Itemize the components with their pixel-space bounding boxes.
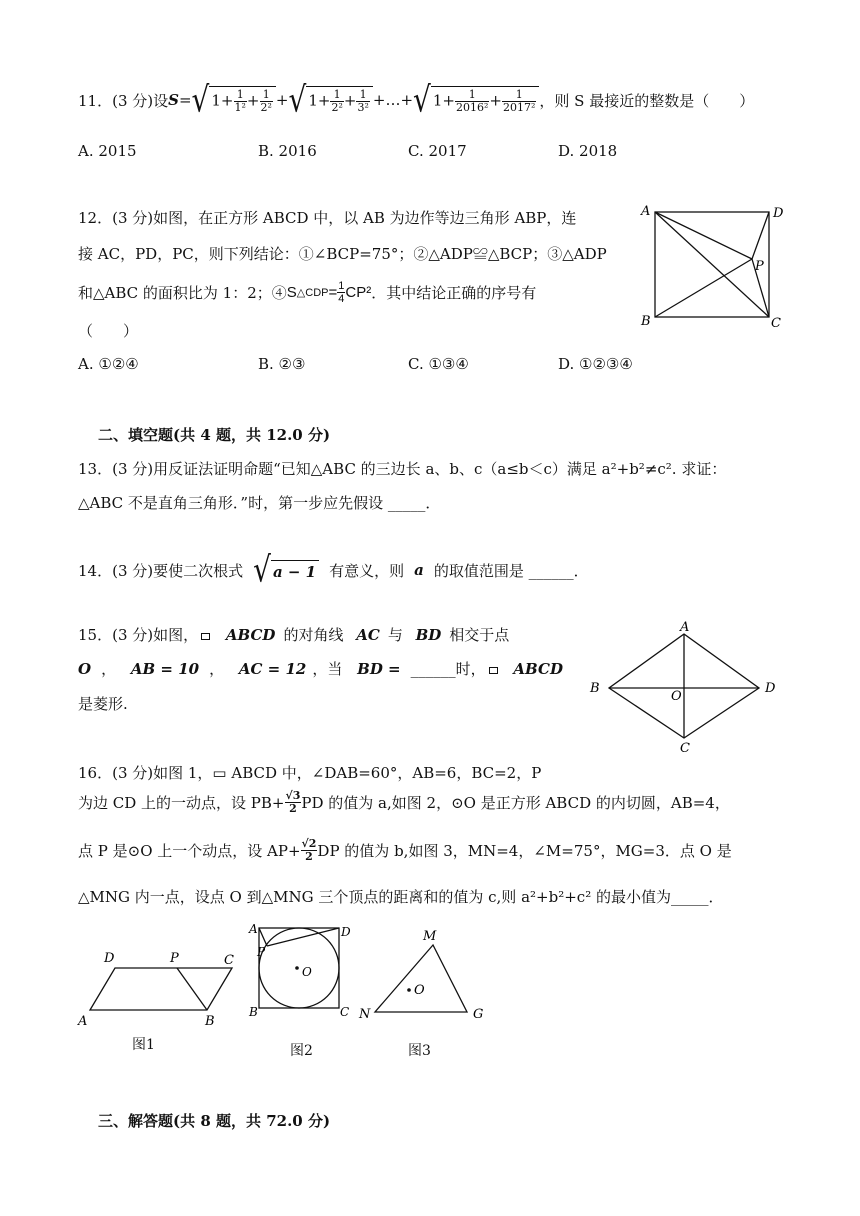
- parallelogram-icon-2: [489, 667, 498, 674]
- q12-area-formula: S △CDP = $\frac{1}{4}$ CP²: [286, 280, 372, 305]
- svg-text:P: P: [257, 945, 266, 959]
- q15-label-b: B: [590, 681, 600, 696]
- svg-text:D: D: [104, 951, 115, 966]
- svg-text:A: A: [249, 922, 258, 936]
- q15-figure: [585, 618, 785, 758]
- q15-line2: O ， AB = 10 ， AC = 12 ，当 BD = ______时， ABCD: [78, 660, 563, 678]
- q15-label-a: A: [680, 620, 690, 635]
- q11-ellipsis: +…+: [372, 91, 414, 109]
- q16-caption-1: 图1: [132, 1037, 155, 1053]
- q11-radical-3: √: [413, 78, 431, 120]
- q15-label-o: O: [671, 689, 682, 704]
- q16-caption-3: 图3: [408, 1043, 431, 1059]
- q14-line: 14．(3 分)要使二次根式 √ a − 1 有意义，则 a 的取值范围是 ______．: [78, 548, 589, 590]
- svg-text:D: D: [341, 925, 351, 939]
- q12-line3: 和△ABC 的面积比为 1：2；④ S △CDP = $\frac{1}{4}$ CP² ．其中结论正确的序号有: [78, 280, 537, 305]
- svg-text:G: G: [473, 1007, 484, 1022]
- q11-term-2: 1+ $\frac{1}{\text{2²}}$ + $\frac{1}{\text{3²}}$: [306, 86, 373, 114]
- q14-variable: a: [414, 561, 424, 579]
- q11-option-c: C. 2017: [408, 142, 467, 160]
- q14-radical: √: [253, 548, 271, 590]
- svg-text:A: A: [78, 1014, 88, 1029]
- q11-option-d: D. 2018: [558, 142, 618, 160]
- q11-s-symbol: S: [168, 91, 179, 109]
- q16-line4: △MNG 内一点，设点 O 到△MNG 三个顶点的距离和的值为 c,则 a²+b²+c² 的最小值为_____．: [78, 888, 724, 906]
- q16-line3: 点 P 是⊙O 上一个动点，设 AP+ $\frac{√2}{2}$ DP 的值为 b,如图 3，MN=4，∠M=75°，MG=3．点 O 是: [78, 837, 732, 863]
- q12-line4: （ ）: [78, 322, 139, 340]
- section-2-heading: 二、填空题(共 4 题，共 12.0 分): [98, 426, 331, 444]
- q16-figure-1: [72, 940, 252, 1030]
- q12-label-a: A: [641, 204, 651, 219]
- q13-line1: 13．(3 分)用反证法证明命题“已知△ABC 的三边长 a、b、c（a≤b＜c）满足 a²+b²≠c². 求证：: [78, 460, 727, 478]
- q15-label-c: C: [680, 741, 690, 756]
- q12-line1: 12．(3 分)如图，在正方形 ABCD 中，以 AB 为边作等边三角形 ABP，连: [78, 209, 577, 227]
- q12-label-p: P: [755, 259, 764, 274]
- q12-option-b: B. ②③: [258, 355, 306, 373]
- q16-figure-2: [245, 920, 355, 1030]
- q13-line2: △ABC 不是直角三角形．”时，第一步应先假设 _____．: [78, 494, 441, 512]
- q16-line2: 为边 CD 上的一动点，设 PB+ $\frac{√3}{2}$ PD 的值为 a,如图 2，⊙O 是正方形 ABCD 的内切圆，AB=4，: [78, 789, 730, 815]
- q12-line2: 接 AC，PD，PC，则下列结论：①∠BCP=75°；②△ADP≌△BCP；③△ADP: [78, 245, 607, 263]
- parallelogram-icon: [201, 633, 210, 640]
- q11-option-b: B. 2016: [258, 142, 317, 160]
- svg-text:B: B: [249, 1005, 258, 1019]
- q11-suffix: ，则 S 最接近的整数是（ ）: [539, 91, 755, 110]
- q16-caption-2: 图2: [290, 1043, 313, 1059]
- svg-text:O: O: [414, 983, 425, 998]
- q14-radicand: a − 1: [271, 560, 319, 581]
- q12-option-a: A. ①②④: [78, 355, 139, 373]
- q15-label-d: D: [765, 681, 776, 696]
- q11-term-3: 1+ $\frac{1}{\text{2016²}}$ + $\frac{1}{\text{2017²}}$: [431, 86, 540, 114]
- q15-line3: 是菱形.: [78, 695, 128, 713]
- q16-line1: 16．(3 分)如图 1，▭ ABCD 中，∠DAB=60°，AB=6，BC=2，P: [78, 764, 542, 782]
- svg-text:C: C: [340, 1005, 350, 1019]
- q15-line1: 15．(3 分)如图， ABCD 的对角线 AC 与 BD 相交于点: [78, 626, 510, 644]
- q12-option-c: C. ①③④: [408, 355, 469, 373]
- svg-text:C: C: [224, 953, 234, 968]
- section-3-heading: 三、解答题(共 8 题，共 72.0 分): [98, 1112, 331, 1130]
- q11-term-1: 1+ $\frac{1}{\text{1²}}$ + $\frac{1}{\text{2²}}$: [209, 86, 276, 114]
- svg-text:O: O: [302, 965, 312, 979]
- q11-equals: =: [178, 91, 192, 109]
- q11-prefix: 11．(3 分)设: [78, 91, 169, 110]
- svg-text:N: N: [359, 1007, 371, 1022]
- q12-label-b: B: [641, 314, 651, 329]
- svg-text:P: P: [170, 951, 179, 966]
- q11-option-a: A. 2015: [78, 142, 137, 160]
- q12-label-d: D: [773, 206, 784, 221]
- q11-radical-2: √: [288, 78, 307, 120]
- q11-radical-1: √: [191, 78, 210, 120]
- q16-figure-3: [355, 925, 495, 1030]
- q12-label-c: C: [771, 316, 781, 331]
- svg-text:M: M: [423, 929, 437, 944]
- q11-line: 11．(3 分)设 S = √ 1+ $\frac{1}{\text{1²}}$ + $\frac{1}{\text{2²}}$ + √ 1+ $\frac{1}{\text{2²}}$ + $\frac{1}{\text{3²}}$ +…+ √ 1+ $\frac{1}{\text{2016²}}$ + $\frac{1}{\text{2017²}}$ ，则 S 最接近的整数是（ ）: [78, 78, 755, 120]
- q12-figure: [635, 195, 795, 335]
- svg-text:B: B: [205, 1014, 215, 1029]
- q12-option-d: D. ①②③④: [558, 355, 633, 373]
